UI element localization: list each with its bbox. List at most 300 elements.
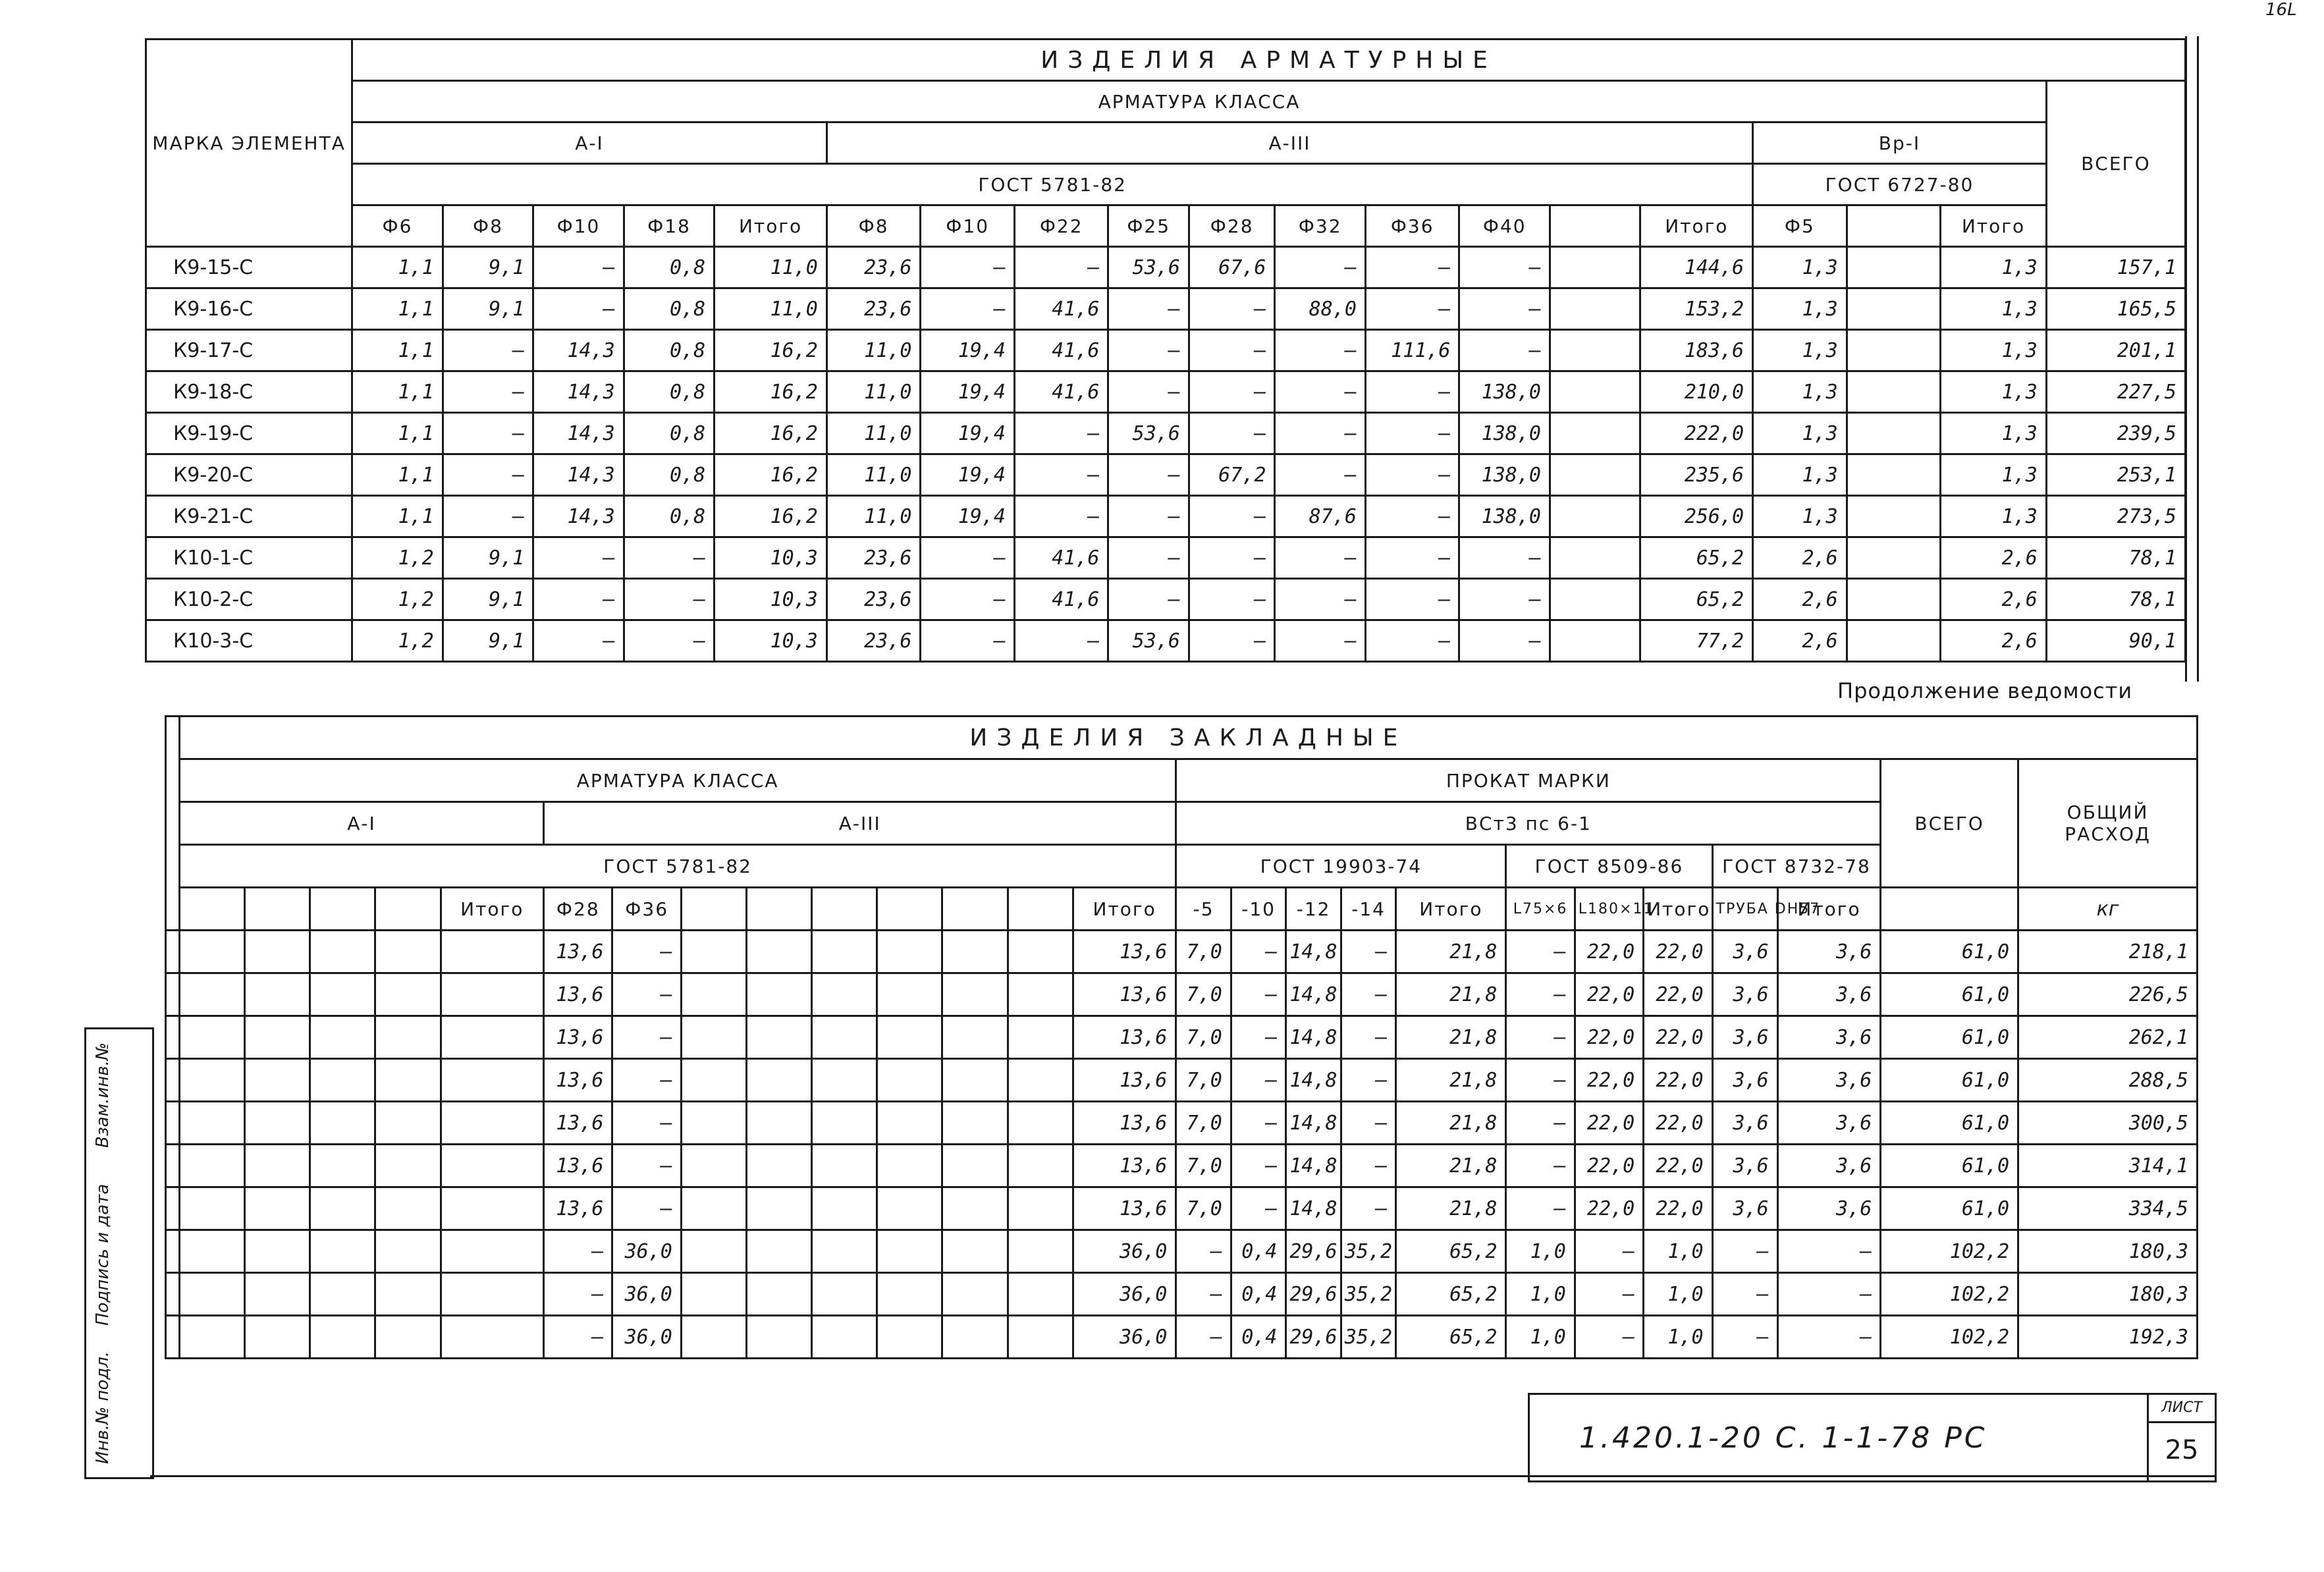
column-header: Итого bbox=[1073, 888, 1176, 931]
table-cell: 21,8 bbox=[1396, 1059, 1506, 1102]
table-cell: — bbox=[1108, 496, 1189, 537]
table-cell: 1,1 bbox=[352, 247, 443, 288]
column-header: Ф8 bbox=[826, 205, 921, 247]
sheet-label: ЛИСТ bbox=[2149, 1395, 2215, 1423]
table-cell: — bbox=[1108, 330, 1189, 371]
table-cell bbox=[942, 931, 1008, 973]
table-cell: 102,2 bbox=[1881, 1316, 2018, 1359]
table-cell bbox=[441, 1230, 544, 1273]
table-cell: 2,6 bbox=[1753, 579, 1847, 620]
table-cell bbox=[942, 1059, 1008, 1102]
table-cell: 1,0 bbox=[1644, 1230, 1712, 1273]
table-cell: 13,6 bbox=[1073, 1059, 1176, 1102]
table-cell: — bbox=[1506, 1187, 1575, 1230]
table-cell bbox=[310, 1187, 375, 1230]
table-cell: 36,0 bbox=[612, 1273, 681, 1316]
table-cell bbox=[179, 1059, 244, 1102]
gost-19903: ГОСТ 19903-74 bbox=[1176, 845, 1506, 888]
table-cell: 41,6 bbox=[1014, 579, 1108, 620]
table-cell: 3,6 bbox=[1712, 1145, 1777, 1187]
table-cell: 2,6 bbox=[1941, 579, 2047, 620]
table-cell: 61,0 bbox=[1881, 1102, 2018, 1145]
table-cell: 19,4 bbox=[921, 371, 1015, 413]
table-cell bbox=[812, 973, 877, 1016]
column-header: Ф32 bbox=[1275, 205, 1366, 247]
column-header bbox=[681, 888, 746, 931]
table-cell: — bbox=[612, 1187, 681, 1230]
table-cell: — bbox=[921, 579, 1015, 620]
side-inv-podl: Инв.№ подл. bbox=[93, 1351, 113, 1464]
table-cell: — bbox=[1777, 1273, 1881, 1316]
table-cell: 22,0 bbox=[1575, 1187, 1643, 1230]
table-cell: 22,0 bbox=[1575, 1145, 1643, 1187]
element-mark: К9-16-С bbox=[146, 288, 352, 330]
table-cell: 10,3 bbox=[715, 620, 827, 662]
column-header bbox=[942, 888, 1008, 931]
table-cell bbox=[245, 1230, 310, 1273]
spacer-cell bbox=[166, 1316, 180, 1359]
table-cell: — bbox=[624, 620, 715, 662]
class-bp1: Вр-I bbox=[1753, 122, 2047, 164]
table-cell: 1,0 bbox=[1506, 1273, 1575, 1316]
table-cell: 138,0 bbox=[1459, 371, 1550, 413]
table-cell: 102,2 bbox=[1881, 1230, 2018, 1273]
table-cell bbox=[1008, 931, 1073, 973]
table-cell: — bbox=[1014, 620, 1108, 662]
table-cell: 1,3 bbox=[1941, 454, 2047, 496]
table-cell: — bbox=[1275, 620, 1366, 662]
table-cell: — bbox=[1365, 288, 1459, 330]
table-cell bbox=[1550, 288, 1640, 330]
table-row bbox=[146, 454, 2186, 496]
table-cell: 22,0 bbox=[1644, 1187, 1712, 1230]
table-cell: 22,0 bbox=[1644, 1145, 1712, 1187]
column-header: Ф6 bbox=[352, 205, 443, 247]
table-cell: — bbox=[1341, 1145, 1396, 1187]
table-cell: — bbox=[544, 1230, 612, 1273]
table-row bbox=[146, 247, 2186, 288]
table-row bbox=[146, 537, 2186, 579]
side-stamp bbox=[84, 1027, 154, 1479]
table-cell: 61,0 bbox=[1881, 931, 2018, 973]
table-cell: — bbox=[1506, 1102, 1575, 1145]
table-cell: 23,6 bbox=[826, 288, 921, 330]
table-cell bbox=[310, 1273, 375, 1316]
table-cell bbox=[1550, 247, 1640, 288]
table-cell: 3,6 bbox=[1777, 1059, 1881, 1102]
table-cell: 29,6 bbox=[1286, 1273, 1341, 1316]
table-cell: — bbox=[1108, 371, 1189, 413]
column-header bbox=[1847, 205, 1941, 247]
table-cell bbox=[1847, 454, 1941, 496]
table-cell: — bbox=[1189, 288, 1274, 330]
table-cell bbox=[375, 1187, 441, 1230]
table-cell: 14,8 bbox=[1286, 1059, 1341, 1102]
table-row bbox=[146, 413, 2186, 454]
table-cell bbox=[877, 973, 942, 1016]
table-cell bbox=[1550, 620, 1640, 662]
table-cell bbox=[942, 1230, 1008, 1273]
table-cell: 21,8 bbox=[1396, 1145, 1506, 1187]
table-cell: 0,8 bbox=[624, 330, 715, 371]
table-cell: — bbox=[1459, 247, 1550, 288]
column-header: Ф36 bbox=[1365, 205, 1459, 247]
table-cell: 22,0 bbox=[1644, 931, 1712, 973]
table-cell bbox=[681, 1102, 746, 1145]
table-cell: 78,1 bbox=[2046, 537, 2185, 579]
table-cell: — bbox=[1108, 579, 1189, 620]
table-cell: 21,8 bbox=[1396, 1187, 1506, 1230]
table-row bbox=[166, 1316, 2198, 1359]
table-cell bbox=[1008, 1145, 1073, 1187]
element-mark: К9-20-С bbox=[146, 454, 352, 496]
table-cell: 1,3 bbox=[1941, 371, 2047, 413]
table-cell bbox=[1550, 371, 1640, 413]
table-cell: — bbox=[624, 579, 715, 620]
column-header: Ф28 bbox=[544, 888, 612, 931]
table-cell: 14,3 bbox=[533, 330, 624, 371]
class-a3: А-III bbox=[826, 122, 1752, 164]
column-header: Итого bbox=[1644, 888, 1712, 931]
table-cell: 138,0 bbox=[1459, 496, 1550, 537]
table-cell bbox=[1550, 413, 1640, 454]
column-header: Итого bbox=[1777, 888, 1881, 931]
table-cell: — bbox=[1231, 931, 1286, 973]
table-cell: — bbox=[1575, 1230, 1643, 1273]
table-cell bbox=[1008, 973, 1073, 1016]
table-cell: 1,2 bbox=[352, 579, 443, 620]
class-header: АРМАТУРА КЛАССА bbox=[352, 81, 2047, 122]
table-cell bbox=[245, 1016, 310, 1059]
table-cell bbox=[310, 1230, 375, 1273]
table-cell: — bbox=[1365, 496, 1459, 537]
table-cell: 13,6 bbox=[544, 973, 612, 1016]
table-cell: 1,1 bbox=[352, 330, 443, 371]
table-title: ИЗДЕЛИЯ ЗАКЛАДНЫЕ bbox=[179, 717, 2197, 759]
table-cell: 41,6 bbox=[1014, 330, 1108, 371]
table-cell bbox=[877, 1059, 942, 1102]
table-cell: — bbox=[1108, 288, 1189, 330]
table-cell: 0,4 bbox=[1231, 1230, 1286, 1273]
table-cell bbox=[681, 973, 746, 1016]
table-cell: 14,8 bbox=[1286, 1016, 1341, 1059]
table-cell: 1,3 bbox=[1753, 288, 1847, 330]
table-cell: — bbox=[1777, 1316, 1881, 1359]
column-header: -14 bbox=[1341, 888, 1396, 931]
table-cell bbox=[1847, 620, 1941, 662]
table-cell bbox=[1008, 1059, 1073, 1102]
table-cell bbox=[747, 1145, 812, 1187]
table-cell: — bbox=[1459, 620, 1550, 662]
table-cell: 77,2 bbox=[1640, 620, 1753, 662]
table-cell: — bbox=[1275, 537, 1366, 579]
table-cell: — bbox=[1365, 579, 1459, 620]
table-cell: — bbox=[544, 1273, 612, 1316]
reinforcement-table bbox=[145, 38, 2186, 663]
table-cell bbox=[1008, 1187, 1073, 1230]
column-header bbox=[812, 888, 877, 931]
table-cell: — bbox=[1189, 371, 1274, 413]
table-cell bbox=[179, 931, 244, 973]
table-cell: — bbox=[1575, 1316, 1643, 1359]
table-cell bbox=[1550, 537, 1640, 579]
table-cell: 14,3 bbox=[533, 413, 624, 454]
table-cell bbox=[747, 1016, 812, 1059]
table-cell bbox=[812, 1145, 877, 1187]
table-cell: 1,2 bbox=[352, 620, 443, 662]
table-cell: 16,2 bbox=[715, 371, 827, 413]
table-cell: 7,0 bbox=[1176, 1145, 1231, 1187]
table-cell: — bbox=[1176, 1273, 1231, 1316]
table-cell: 14,8 bbox=[1286, 1102, 1341, 1145]
table-cell: 65,2 bbox=[1396, 1273, 1506, 1316]
table-cell: — bbox=[1275, 371, 1366, 413]
table-cell: 23,6 bbox=[826, 537, 921, 579]
table-cell bbox=[942, 1145, 1008, 1187]
table-cell bbox=[877, 1187, 942, 1230]
table-cell bbox=[747, 1059, 812, 1102]
table-cell: 19,4 bbox=[921, 330, 1015, 371]
table-cell bbox=[747, 1187, 812, 1230]
table-cell bbox=[812, 1016, 877, 1059]
table-cell bbox=[1550, 454, 1640, 496]
table-row bbox=[166, 1230, 2198, 1273]
table-cell: — bbox=[1459, 537, 1550, 579]
table-cell bbox=[441, 1059, 544, 1102]
table-cell: 2,6 bbox=[1941, 620, 2047, 662]
table-cell: 14,8 bbox=[1286, 973, 1341, 1016]
table-cell: 11,0 bbox=[826, 496, 921, 537]
table-cell: 1,0 bbox=[1506, 1230, 1575, 1273]
table-cell bbox=[441, 1316, 544, 1359]
gost-5781: ГОСТ 5781-82 bbox=[352, 164, 1753, 205]
table-cell: 262,1 bbox=[2018, 1016, 2198, 1059]
frame-line bbox=[2197, 36, 2199, 682]
table-cell: 11,0 bbox=[826, 454, 921, 496]
table-cell: 21,8 bbox=[1396, 931, 1506, 973]
table-cell bbox=[942, 1016, 1008, 1059]
table-row bbox=[166, 1145, 2198, 1187]
table-cell: — bbox=[1108, 454, 1189, 496]
table-cell bbox=[681, 1316, 746, 1359]
table-cell: — bbox=[1365, 620, 1459, 662]
table-cell: 1,3 bbox=[1753, 413, 1847, 454]
spacer-cell bbox=[166, 1273, 180, 1316]
table-cell: 11,0 bbox=[826, 330, 921, 371]
table-cell: 35,2 bbox=[1341, 1273, 1396, 1316]
column-header bbox=[1008, 888, 1073, 931]
table-cell: 9,1 bbox=[443, 537, 533, 579]
table-cell bbox=[877, 1316, 942, 1359]
table-cell: 314,1 bbox=[2018, 1145, 2198, 1187]
table-cell: 11,0 bbox=[715, 247, 827, 288]
table-cell bbox=[681, 1016, 746, 1059]
table-cell bbox=[375, 1273, 441, 1316]
table-cell: 1,3 bbox=[1753, 496, 1847, 537]
table-cell: — bbox=[1712, 1230, 1777, 1273]
table-cell: 157,1 bbox=[2046, 247, 2185, 288]
table-cell: — bbox=[544, 1316, 612, 1359]
table-cell: 273,5 bbox=[2046, 496, 2185, 537]
table-cell: 0,8 bbox=[624, 371, 715, 413]
table-cell bbox=[375, 1059, 441, 1102]
table-cell bbox=[1008, 1273, 1073, 1316]
table-cell bbox=[877, 1102, 942, 1145]
table-cell bbox=[245, 1059, 310, 1102]
table-cell bbox=[812, 1316, 877, 1359]
table-cell: — bbox=[1341, 1016, 1396, 1059]
table-cell: 21,8 bbox=[1396, 1102, 1506, 1145]
table-cell bbox=[375, 1102, 441, 1145]
table-cell bbox=[812, 1230, 877, 1273]
table-cell: — bbox=[1341, 1059, 1396, 1102]
table-cell: 3,6 bbox=[1777, 1102, 1881, 1145]
column-header: Итого bbox=[1941, 205, 2047, 247]
total-header: ВСЕГО bbox=[2046, 81, 2185, 247]
table-cell: 3,6 bbox=[1777, 1187, 1881, 1230]
table-cell: 21,8 bbox=[1396, 1016, 1506, 1059]
table-cell: 3,6 bbox=[1777, 1145, 1881, 1187]
table-cell: 53,6 bbox=[1108, 247, 1189, 288]
table-cell: 10,3 bbox=[715, 537, 827, 579]
table-cell: 16,2 bbox=[715, 454, 827, 496]
table-cell bbox=[1847, 496, 1941, 537]
table-cell: 9,1 bbox=[443, 620, 533, 662]
column-header: Итого bbox=[1640, 205, 1753, 247]
spacer-cell bbox=[166, 1059, 180, 1102]
table-row bbox=[166, 931, 2198, 973]
table-cell: — bbox=[624, 537, 715, 579]
table-cell bbox=[441, 1102, 544, 1145]
table-cell bbox=[245, 1102, 310, 1145]
table-title: ИЗДЕЛИЯ АРМАТУРНЫЕ bbox=[352, 40, 2186, 81]
table-cell: — bbox=[443, 413, 533, 454]
table-cell: 13,6 bbox=[1073, 1102, 1176, 1145]
table-cell: — bbox=[1506, 973, 1575, 1016]
table-cell: — bbox=[1189, 579, 1274, 620]
table-cell bbox=[747, 931, 812, 973]
table-cell: 3,6 bbox=[1777, 1016, 1881, 1059]
column-header: L180×11 bbox=[1575, 888, 1643, 931]
table-cell: 227,5 bbox=[2046, 371, 2185, 413]
table-cell bbox=[375, 931, 441, 973]
table-cell: 16,2 bbox=[715, 330, 827, 371]
table-cell bbox=[812, 931, 877, 973]
table-cell: 1,3 bbox=[1753, 454, 1847, 496]
table-cell: 1,3 bbox=[1941, 330, 2047, 371]
column-header: Ф22 bbox=[1014, 205, 1108, 247]
table-cell: — bbox=[1231, 1016, 1286, 1059]
table-cell bbox=[441, 1273, 544, 1316]
table-cell: — bbox=[1341, 973, 1396, 1016]
table-cell: 1,3 bbox=[1753, 371, 1847, 413]
table-cell bbox=[877, 931, 942, 973]
table-cell: 0,8 bbox=[624, 247, 715, 288]
table-cell bbox=[179, 1230, 244, 1273]
table-cell bbox=[747, 973, 812, 1016]
table-cell: 65,2 bbox=[1396, 1230, 1506, 1273]
table-cell: 1,0 bbox=[1506, 1316, 1575, 1359]
table-cell: — bbox=[1341, 931, 1396, 973]
table-cell bbox=[812, 1187, 877, 1230]
table-cell: 192,3 bbox=[2018, 1316, 2198, 1359]
table-cell: — bbox=[1189, 413, 1274, 454]
table-cell bbox=[812, 1102, 877, 1145]
table-cell: 180,3 bbox=[2018, 1230, 2198, 1273]
table-cell: 22,0 bbox=[1575, 1016, 1643, 1059]
column-header bbox=[245, 888, 310, 931]
table-cell bbox=[681, 1145, 746, 1187]
table-cell bbox=[681, 1059, 746, 1102]
table-cell bbox=[681, 1187, 746, 1230]
table-cell: 11,0 bbox=[715, 288, 827, 330]
table-cell: — bbox=[1365, 454, 1459, 496]
column-header: -10 bbox=[1231, 888, 1286, 931]
table-row bbox=[146, 371, 2186, 413]
table-cell bbox=[877, 1273, 942, 1316]
table-cell: — bbox=[1014, 413, 1108, 454]
class-a1: А-I bbox=[352, 122, 827, 164]
table-cell: — bbox=[1014, 454, 1108, 496]
table-cell: — bbox=[533, 620, 624, 662]
table-cell: 78,1 bbox=[2046, 579, 2185, 620]
table-cell: — bbox=[1108, 537, 1189, 579]
table-cell: 1,0 bbox=[1644, 1316, 1712, 1359]
table-cell: 138,0 bbox=[1459, 454, 1550, 496]
element-mark: К9-21-С bbox=[146, 496, 352, 537]
table-cell: 201,1 bbox=[2046, 330, 2185, 371]
continuation-note: Продолжение ведомости bbox=[1837, 678, 2133, 703]
table-cell bbox=[1847, 413, 1941, 454]
table-cell: — bbox=[921, 537, 1015, 579]
table-cell: 222,0 bbox=[1640, 413, 1753, 454]
table-cell: 22,0 bbox=[1575, 973, 1643, 1016]
table-cell bbox=[1550, 330, 1640, 371]
table-cell: 41,6 bbox=[1014, 371, 1108, 413]
table-cell: 183,6 bbox=[1640, 330, 1753, 371]
table-cell: — bbox=[1506, 1059, 1575, 1102]
table-cell: — bbox=[533, 579, 624, 620]
table-cell: 90,1 bbox=[2046, 620, 2185, 662]
table-cell: — bbox=[1275, 454, 1366, 496]
table-cell: 13,6 bbox=[544, 931, 612, 973]
table-cell bbox=[681, 931, 746, 973]
element-mark: К9-17-С bbox=[146, 330, 352, 371]
table-cell bbox=[1847, 537, 1941, 579]
table-row bbox=[166, 1102, 2198, 1145]
column-header bbox=[375, 888, 441, 931]
table-row bbox=[166, 1059, 2198, 1102]
table-cell: — bbox=[1275, 579, 1366, 620]
table-cell bbox=[310, 1016, 375, 1059]
table-cell: 29,6 bbox=[1286, 1230, 1341, 1273]
table-cell: 1,3 bbox=[1753, 330, 1847, 371]
table-cell bbox=[681, 1230, 746, 1273]
table-cell: 13,6 bbox=[544, 1016, 612, 1059]
table-cell bbox=[747, 1230, 812, 1273]
table-cell: — bbox=[1275, 413, 1366, 454]
table-cell bbox=[179, 1016, 244, 1059]
table-cell bbox=[245, 973, 310, 1016]
table-cell bbox=[747, 1316, 812, 1359]
table-cell: 36,0 bbox=[612, 1230, 681, 1273]
table-cell bbox=[1847, 288, 1941, 330]
table-cell: 11,0 bbox=[826, 413, 921, 454]
table-cell: 14,8 bbox=[1286, 931, 1341, 973]
table-cell: 3,6 bbox=[1712, 1059, 1777, 1102]
element-mark: К10-2-С bbox=[146, 579, 352, 620]
table-cell bbox=[245, 1187, 310, 1230]
